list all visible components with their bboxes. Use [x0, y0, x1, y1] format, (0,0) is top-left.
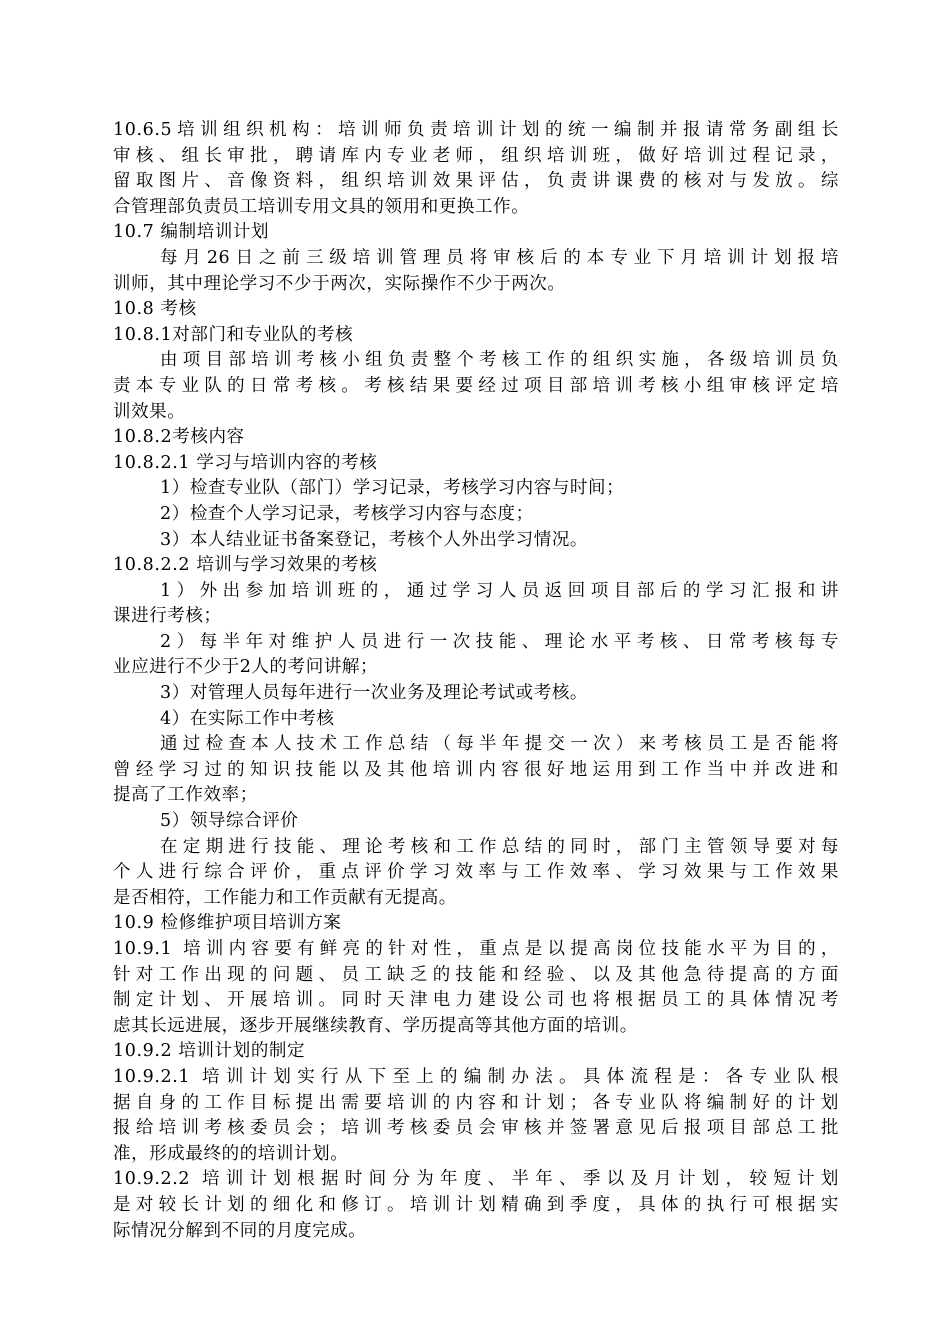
text-line: 责本专业队的日常考核。考核结果要经过项目部培训考核小组审核评定培 [113, 375, 839, 396]
text-line: 准，形成最终的的培训计划。 [113, 1143, 349, 1164]
text-line: 1）检查专业队（部门）学习记录，考核学习内容与时间； [160, 478, 625, 499]
text-line: 10.8.2.1 学习与培训内容的考核 [113, 452, 378, 473]
text-line: 5）领导综合评价 [160, 811, 299, 832]
text-line: 训效果。 [113, 401, 186, 422]
text-line: 个人进行综合评价，重点评价学习效率与工作效率、学习效果与工作效果 [113, 862, 839, 883]
text-line: 10.6.5培训组织机构：培训师负责培训计划的统一编制并报请常务副组长 [113, 120, 839, 140]
text-line: 10.8.1对部门和专业队的考核 [113, 324, 354, 345]
text-line: 曾经学习过的知识技能以及其他培训内容很好地运用到工作当中并改进和 [113, 759, 839, 780]
text-line: 是否相符，工作能力和工作贡献有无提高。 [113, 887, 457, 908]
text-line: 2）每半年对维护人员进行一次技能、理论水平考核、日常考核每专 [160, 631, 839, 652]
text-line: 针对工作出现的问题、员工缺乏的技能和经验、以及其他急待提高的方面 [113, 964, 839, 985]
text-line: 10.9.2.2 培训计划根据时间分为年度、半年、季以及月计划，较短计划 [113, 1169, 839, 1190]
document-page [113, 118, 839, 1244]
text-line: 10.8 考核 [113, 299, 197, 320]
text-line: 际情况分解到不同的月度完成。 [113, 1220, 367, 1241]
text-line: 虑其长远进展，逐步开展继续教育、学历提高等其他方面的培训。 [113, 1015, 638, 1036]
text-line: 是对较长计划的细化和修订。培训计划精确到季度，具体的执行可根据实 [113, 1194, 839, 1215]
text-line: 4）在实际工作中考核 [160, 708, 335, 729]
text-line: 由项目部培训考核小组负责整个考核工作的组织实施，各级培训员负 [160, 350, 839, 371]
text-line: 3）对管理人员每年进行一次业务及理论考试或考核。 [160, 683, 589, 704]
text-line: 10.9.2.1 培训计划实行从下至上的编制办法。具体流程是：各专业队根 [113, 1066, 839, 1087]
text-line: 报给培训考核委员会；培训考核委员会审核并签署意见后报项目部总工批 [113, 1118, 839, 1139]
text-line: 1）外出参加培训班的，通过学习人员返回项目部后的学习汇报和讲 [160, 580, 839, 601]
text-line: 合管理部负责员工培训专用文具的领用和更换工作。 [113, 196, 530, 217]
text-line: 10.9.1 培训内容要有鲜亮的针对性，重点是以提高岗位技能水平为目的， [113, 939, 839, 959]
text-line: 据自身的工作目标提出需要培训的内容和计划；各专业队将编制好的计划 [113, 1092, 839, 1113]
text-line: 审核、组长审批，聘请库内专业老师，组织培训班，做好培训过程记录， [113, 145, 839, 166]
text-line: 在定期进行技能、理论考核和工作总结的同时，部门主管领导要对每 [160, 836, 839, 857]
text-line: 10.8.2.2 培训与学习效果的考核 [113, 555, 378, 576]
text-line: 通过检查本人技术工作总结（每半年提交一次）来考核员工是否能将 [160, 734, 839, 755]
text-line: 3）本人结业证书备案登记，考核个人外出学习情况。 [160, 529, 589, 550]
text-line: 10.8.2考核内容 [113, 427, 245, 448]
text-line: 制定计划、开展培训。同时天津电力建设公司也将根据员工的具体情况考 [113, 990, 839, 1011]
text-line: 10.9.2 培训计划的制定 [113, 1041, 306, 1062]
text-line: 10.7 编制培训计划 [113, 222, 270, 243]
text-line: 留取图片、音像资料，组织培训效果评估，负责讲课费的核对与发放。综 [113, 171, 839, 192]
text-line: 业应进行不少于2人的考问讲解； [113, 657, 379, 678]
text-line: 10.9 检修维护项目培训方案 [113, 913, 342, 934]
text-line: 提高了工作效率； [113, 785, 258, 806]
text-line: 每月26日之前三级培训管理员将审核后的本专业下月培训计划报培 [160, 247, 839, 268]
text-line: 2）检查个人学习记录，考核学习内容与态度； [160, 503, 534, 524]
text-line: 训师，其中理论学习不少于两次，实际操作不少于两次。 [113, 273, 566, 294]
text-line: 课进行考核； [113, 606, 222, 627]
